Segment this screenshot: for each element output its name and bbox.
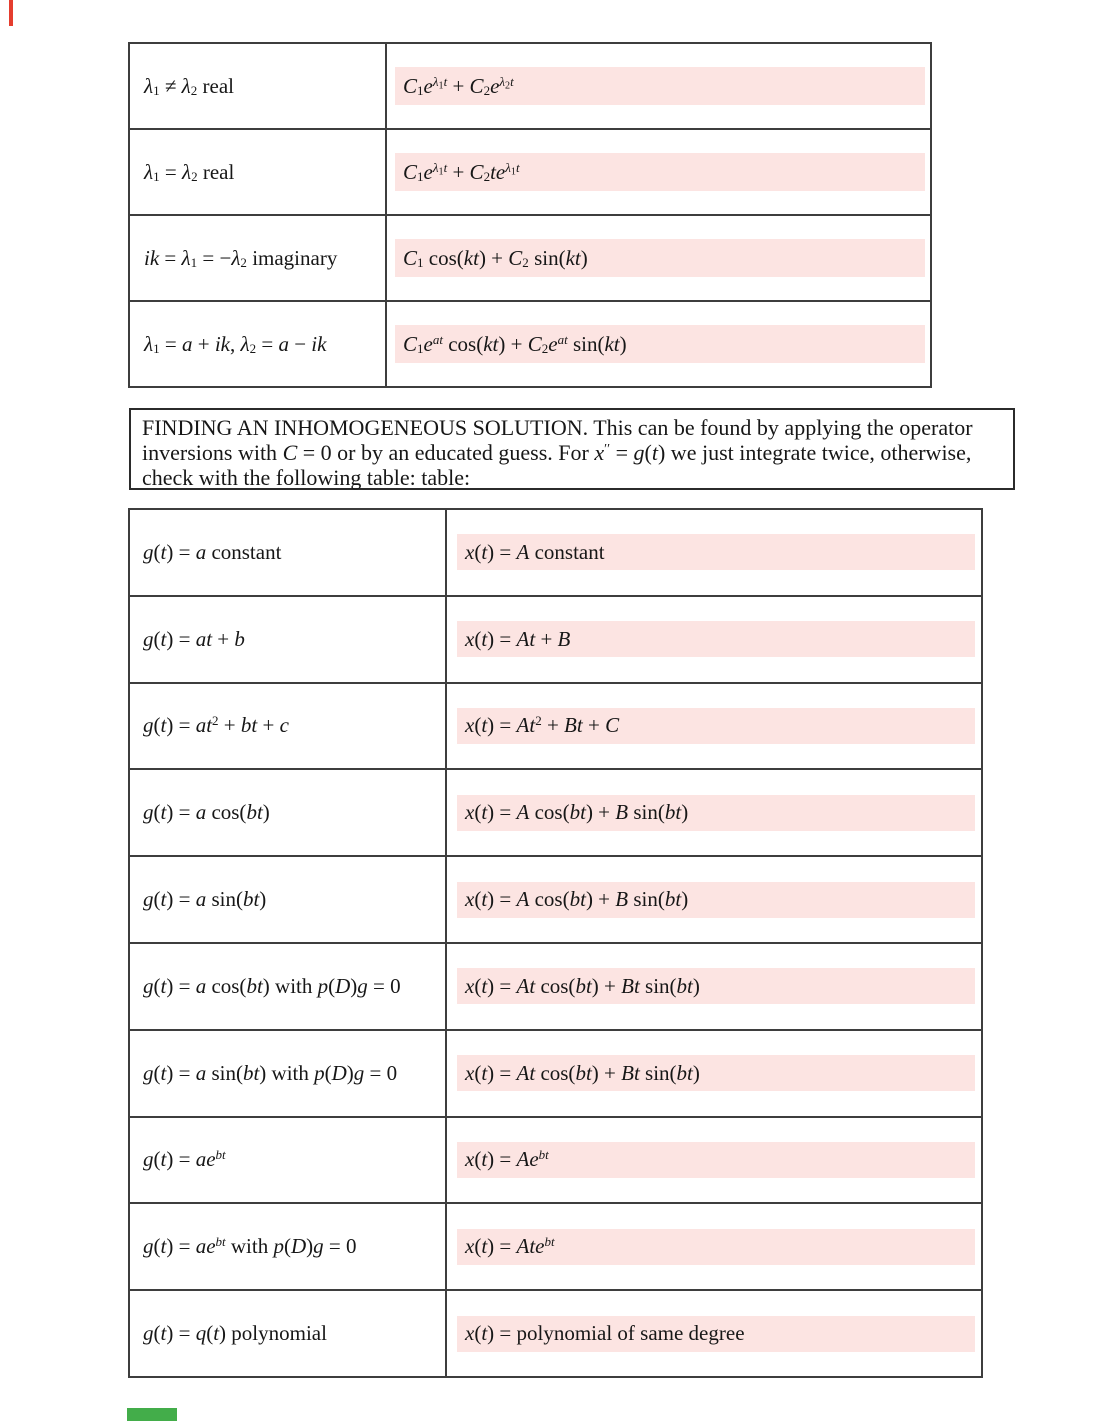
x-cell <box>447 1204 981 1289</box>
x-highlight <box>457 534 975 570</box>
x-formula: x(t) = A cos(bt) + B sin(bt) <box>465 800 689 825</box>
x-highlight <box>457 882 975 918</box>
g-formula: g(t) = a sin(bt) with p(D)g = 0 <box>143 1060 398 1085</box>
table-row <box>130 44 930 128</box>
x-formula: x(t) = polynomial of same degree <box>465 1321 745 1346</box>
homogeneous-solutions-table <box>128 42 932 388</box>
x-formula: x(t) = At cos(bt) + Bt sin(bt) <box>465 973 700 998</box>
solution-formula: $C_1$ $\cos(kt) + C_2$ sin(kt) <box>403 245 588 270</box>
note-line: inversions with C = 0 or by an educated guess. For x′′ = g(t) we just integrate twice, otherwise, <box>142 440 972 465</box>
g-cell <box>130 597 447 682</box>
table-row <box>130 1029 981 1116</box>
x-highlight <box>457 621 975 657</box>
g-formula: $g(t) = ae^{bt}$ with p(D)g = 0 <box>143 1234 357 1259</box>
table-row <box>130 510 981 595</box>
case-cell <box>130 302 387 386</box>
g-formula: $g(t) = at^2$ + bt + c <box>143 713 289 738</box>
g-formula: $g(t) = ae^{bt}$ <box>143 1147 226 1172</box>
x-formula: x(t) = A cos(bt) + B sin(bt) <box>465 887 689 912</box>
x-formula: x(t) = Ate$^{bt}$ <box>465 1234 555 1259</box>
inhomogeneous-note-box <box>129 408 1015 490</box>
case-formula: $\lambda_1 \ne \lambda_2$ real <box>144 73 235 98</box>
case-cell <box>130 44 387 128</box>
x-cell <box>447 857 981 942</box>
table-row <box>130 1289 981 1376</box>
table-row <box>130 1116 981 1203</box>
g-cell <box>130 684 447 769</box>
solution-highlight <box>395 153 925 191</box>
solution-highlight <box>395 325 925 363</box>
note-line: check with the following table: table: <box>142 465 471 490</box>
x-cell <box>447 944 981 1029</box>
inhomogeneous-solutions-table <box>128 508 983 1378</box>
x-highlight <box>457 1142 975 1178</box>
table-row <box>130 595 981 682</box>
solution-formula: $C_1e^{at}$ $\cos(kt) + C_2e^{at}$ sin(kt) <box>403 331 627 356</box>
g-formula: g(t) = a constant <box>143 539 282 564</box>
note-line: FINDING AN INHOMOGENEOUS SOLUTION. This can be found by applying the operator <box>142 415 973 440</box>
solution-cell <box>387 130 930 214</box>
table-row <box>130 1202 981 1289</box>
g-cell <box>130 770 447 855</box>
table-row <box>130 128 930 214</box>
g-cell <box>130 510 447 595</box>
case-formula: $\lambda_1 = \lambda_2$ real <box>144 159 235 184</box>
g-formula: g(t) = q(t) polynomial <box>143 1321 327 1346</box>
x-highlight <box>457 1055 975 1091</box>
table-row <box>130 300 930 386</box>
x-highlight <box>457 708 975 744</box>
case-formula: $\lambda_1 = a$ + ik, $\lambda_2 = a$ − ik <box>144 331 327 356</box>
g-cell <box>130 857 447 942</box>
x-cell <box>447 597 981 682</box>
g-formula: g(t) = at + b <box>143 626 245 651</box>
solution-formula: $C_1e^{\lambda_1t} + C_2te^{\lambda_1t}$ <box>403 159 520 184</box>
table-row <box>130 942 981 1029</box>
solution-highlight <box>395 67 925 105</box>
table-row <box>130 855 981 942</box>
table-row <box>130 682 981 769</box>
g-cell <box>130 1204 447 1289</box>
x-highlight <box>457 1229 975 1265</box>
x-formula: x(t) = At + B <box>465 626 571 651</box>
x-formula: $x(t) = At^2 + Bt + C$ <box>465 713 620 738</box>
x-highlight <box>457 795 975 831</box>
case-cell <box>130 216 387 300</box>
table-row <box>130 768 981 855</box>
x-cell <box>447 770 981 855</box>
g-formula: g(t) = a cos(bt) with p(D)g = 0 <box>143 973 401 998</box>
case-formula: ik = $\lambda_1 = -\lambda_2$ imaginary <box>144 245 338 270</box>
solution-formula: $C_1e^{\lambda_1t} + C_2e^{\lambda_2t}$ <box>403 73 514 98</box>
red-pen-mark <box>9 0 13 26</box>
g-cell <box>130 1291 447 1376</box>
solution-cell <box>387 216 930 300</box>
x-cell <box>447 510 981 595</box>
x-cell <box>447 1291 981 1376</box>
x-cell <box>447 684 981 769</box>
g-cell <box>130 944 447 1029</box>
x-formula: x(t) = At cos(bt) + Bt sin(bt) <box>465 1060 700 1085</box>
x-highlight <box>457 1316 975 1352</box>
green-highlight-mark <box>127 1408 177 1421</box>
g-cell <box>130 1031 447 1116</box>
solution-highlight <box>395 239 925 277</box>
g-formula: g(t) = a cos(bt) <box>143 800 270 825</box>
x-highlight <box>457 968 975 1004</box>
x-formula: x(t) = A constant <box>465 539 605 564</box>
solution-cell <box>387 302 930 386</box>
case-cell <box>130 130 387 214</box>
x-formula: $x(t) = Ae^{bt}$ <box>465 1147 549 1172</box>
g-formula: g(t) = a sin(bt) <box>143 887 267 912</box>
x-cell <box>447 1031 981 1116</box>
g-cell <box>130 1118 447 1203</box>
solution-cell <box>387 44 930 128</box>
table-row <box>130 214 930 300</box>
x-cell <box>447 1118 981 1203</box>
